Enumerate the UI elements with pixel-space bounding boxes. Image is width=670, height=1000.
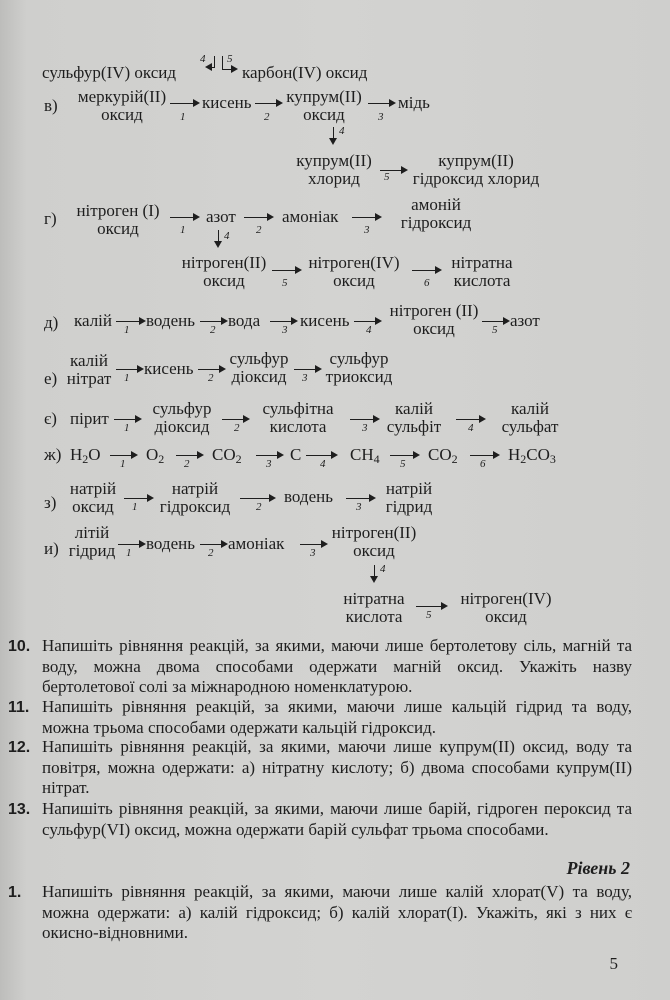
top-arrow-4-stub: [207, 67, 215, 68]
i-arrow-2: [200, 538, 228, 552]
d-step-3: 3: [282, 324, 288, 336]
g-step-5: 5: [282, 277, 288, 289]
top-step-4: 4: [200, 53, 206, 65]
g-arrow-3: [352, 211, 382, 225]
top-right-compound: карбон(IV) оксид: [242, 63, 368, 82]
i-f2: оксид: [485, 607, 527, 626]
z-d2: гідрид: [385, 497, 433, 516]
e-c2: діоксид: [231, 367, 287, 386]
g-f1: нітроген(IV): [308, 253, 400, 272]
v-b: кисень: [202, 93, 252, 112]
task-text: Напишіть рівняння реакцій, за якими, маючи лише кальцій гідрид та воду, можна трьома способами одержати кальцій гідроксид.: [42, 697, 632, 737]
top-left-compound: сульфур(IV) оксид: [42, 63, 177, 82]
v-a1: меркурій(II): [77, 87, 167, 106]
ye-d1: калій: [394, 399, 433, 418]
i-b: водень: [146, 534, 195, 553]
ye-b1: сульфур: [152, 399, 212, 418]
zh-f: $CO_2$: [428, 445, 458, 466]
zh-step-1: 1: [120, 458, 126, 470]
z-arrow-1: [124, 492, 154, 506]
zh-arrow-2: [176, 449, 204, 463]
d-step-2: 2: [210, 324, 216, 336]
d-b: водень: [146, 311, 195, 330]
i-step-2: 2: [208, 547, 214, 559]
zh-c: $CO_2$: [212, 445, 242, 466]
task-number: 10.: [8, 638, 31, 655]
v-step-3: 3: [378, 111, 384, 123]
i-arrow-5: [416, 600, 448, 614]
g-b: азот: [206, 207, 236, 226]
zh-step-6: 6: [480, 458, 486, 470]
v-arrow-1: [170, 97, 200, 111]
ye-step-2: 2: [234, 422, 240, 434]
d-g: азот: [510, 311, 540, 330]
z-b1: натрій: [171, 479, 219, 498]
zh-d: C: [290, 445, 302, 464]
v-e2: хлорид: [308, 169, 360, 188]
task-number: 13.: [8, 801, 31, 818]
z-a2: оксид: [72, 497, 114, 516]
z-c: водень: [284, 487, 333, 506]
z-step-3: 3: [356, 501, 362, 513]
d-step-4: 4: [366, 324, 372, 336]
ye-step-1: 1: [124, 422, 130, 434]
g-d2: гідроксид: [400, 213, 472, 232]
page-number: 5: [609, 954, 618, 973]
row-zh-label: ж): [44, 445, 62, 464]
task-text: Напишіть рівняння реакцій, за якими, маючи лише бертолетову сіль, магній та воду, можна двома способами одержати магній оксид. Укажіть назву бертолетової солі за міжнародною номенклатурою.: [42, 636, 632, 696]
i-a2: гідрид: [68, 541, 116, 560]
g-arrow-6: [412, 264, 442, 278]
z-d1: натрій: [385, 479, 433, 498]
i-a1: літій: [74, 523, 110, 542]
z-a1: натрій: [69, 479, 117, 498]
zh-a: $H_2O$: [70, 445, 101, 466]
d-step-1: 1: [124, 324, 130, 336]
task-text: Напишіть рівняння реакцій, за якими, маючи лише барій, гідроген пероксид та сульфур(VI) оксид, можна одержати барій сульфат трьома способами.: [42, 799, 632, 839]
g-d1: амоній: [411, 195, 461, 214]
e-a1: калій: [69, 351, 108, 370]
level-heading: Рівень 2: [566, 858, 630, 878]
e-step-2: 2: [208, 372, 214, 384]
g-arrow-4-head: [214, 241, 222, 248]
g-step-6: 6: [424, 277, 430, 289]
e-arrow-3: [294, 363, 322, 377]
task-number: 1.: [8, 884, 22, 901]
z-step-1: 1: [132, 501, 138, 513]
v-step-2: 2: [264, 111, 270, 123]
row-ye-label: є): [44, 409, 57, 428]
e-c1: сульфур: [229, 349, 289, 368]
v-arrow-2: [255, 97, 283, 111]
ye-a: пірит: [70, 409, 109, 428]
g-e2: оксид: [203, 271, 245, 290]
g-step-1: 1: [180, 224, 186, 236]
ye-c2: кислота: [269, 417, 327, 436]
v-arrow-4-head: [329, 138, 337, 145]
row-g-label: г): [44, 209, 57, 228]
zh-e: $CH_4$: [350, 445, 380, 466]
e-a2: нітрат: [66, 369, 112, 388]
v-a2: оксид: [101, 105, 143, 124]
ye-b2: діоксид: [154, 417, 210, 436]
z-b2: гідроксид: [159, 497, 231, 516]
g-step-3: 3: [364, 224, 370, 236]
task-text: Напишіть рівняння реакцій, за якими, маючи лише калій хлорат(V) та воду, можна одержати: а) калій гідроксид; б) калій хлорат(I). Укажіть, які з них є окисно-відновними.: [42, 882, 632, 942]
e-b: кисень: [144, 359, 194, 378]
row-v-label: в): [44, 96, 58, 115]
task-number: 11.: [8, 699, 30, 716]
d-step-5: 5: [492, 324, 498, 336]
ye-f2: сульфат: [501, 417, 559, 436]
e-d2: триоксид: [325, 367, 393, 386]
g-step-4: 4: [224, 230, 230, 242]
v-f1: купрум(II): [438, 151, 514, 170]
row-i-label: и): [44, 539, 59, 558]
i-step-4: 4: [380, 563, 386, 575]
i-f1: нітроген(IV): [460, 589, 552, 608]
i-step-3: 3: [310, 547, 316, 559]
zh-step-5: 5: [400, 458, 406, 470]
task-number: 12.: [8, 739, 31, 756]
v-f2: гідроксид хлорид: [412, 169, 540, 188]
top-arrow-5: [222, 63, 238, 77]
i-e1: нітратна: [343, 589, 405, 608]
ye-step-3: 3: [362, 422, 368, 434]
v-c2: оксид: [303, 105, 345, 124]
zh-step-2: 2: [184, 458, 190, 470]
g-e1: нітроген(II): [181, 253, 267, 272]
g-arrow-5: [272, 264, 302, 278]
d-e: кисень: [300, 311, 350, 330]
d-c: вода: [228, 311, 261, 330]
e-d1: сульфур: [329, 349, 389, 368]
zh-b: $O_2$: [146, 445, 165, 466]
g-h2: кислота: [453, 271, 511, 290]
d-f2: оксид: [413, 319, 455, 338]
row-d-label: д): [44, 313, 59, 332]
g-arrow-1: [170, 211, 200, 225]
ye-c1: сульфітна: [262, 399, 334, 418]
e-arrow-1: [116, 363, 144, 377]
v-step-4: 4: [339, 125, 345, 137]
zh-step-3: 3: [266, 458, 272, 470]
i-arrow-1: [118, 538, 146, 552]
top-step-5: 5: [227, 53, 233, 65]
v-d: мідь: [398, 93, 430, 112]
row-e-label: е): [44, 369, 58, 388]
e-step-3: 3: [302, 372, 308, 384]
ye-step-4: 4: [468, 422, 474, 434]
i-step-1: 1: [126, 547, 132, 559]
v-e1: купрум(II): [296, 151, 372, 170]
d-f1: нітроген (II): [389, 301, 479, 320]
i-d1: нітроген(II): [331, 523, 417, 542]
v-step-5: 5: [384, 171, 390, 183]
g-h1: нітратна: [451, 253, 513, 272]
i-d2: оксид: [353, 541, 395, 560]
zh-g: $H_2CO_3$: [508, 445, 556, 466]
g-arrow-2: [244, 211, 274, 225]
z-step-2: 2: [256, 501, 262, 513]
zh-step-4: 4: [320, 458, 326, 470]
task-text: Напишіть рівняння реакцій, за якими, маючи лише купрум(II) оксид, воду та повітря, можна одержати: а) нітратну кислоту; б) двома способами купрум(II) нітрат.: [42, 737, 632, 797]
g-step-2: 2: [256, 224, 262, 236]
i-c: амоніак: [228, 534, 285, 553]
g-a2: оксид: [97, 219, 139, 238]
g-f2: оксид: [333, 271, 375, 290]
ye-f1: калій: [510, 399, 549, 418]
row-z-label: з): [44, 493, 57, 512]
v-c1: купрум(II): [286, 87, 362, 106]
g-c: амоніак: [282, 207, 339, 226]
i-step-5: 5: [426, 609, 432, 621]
e-step-1: 1: [124, 372, 130, 384]
d-a: калій: [74, 311, 113, 330]
i-arrow-4-head: [370, 576, 378, 583]
v-step-1: 1: [180, 111, 186, 123]
i-e2: кислота: [345, 607, 403, 626]
v-arrow-3: [368, 97, 396, 111]
ye-d2: сульфіт: [386, 417, 442, 436]
g-a1: нітроген (I): [76, 201, 160, 220]
d-arrow-1: [116, 315, 146, 329]
